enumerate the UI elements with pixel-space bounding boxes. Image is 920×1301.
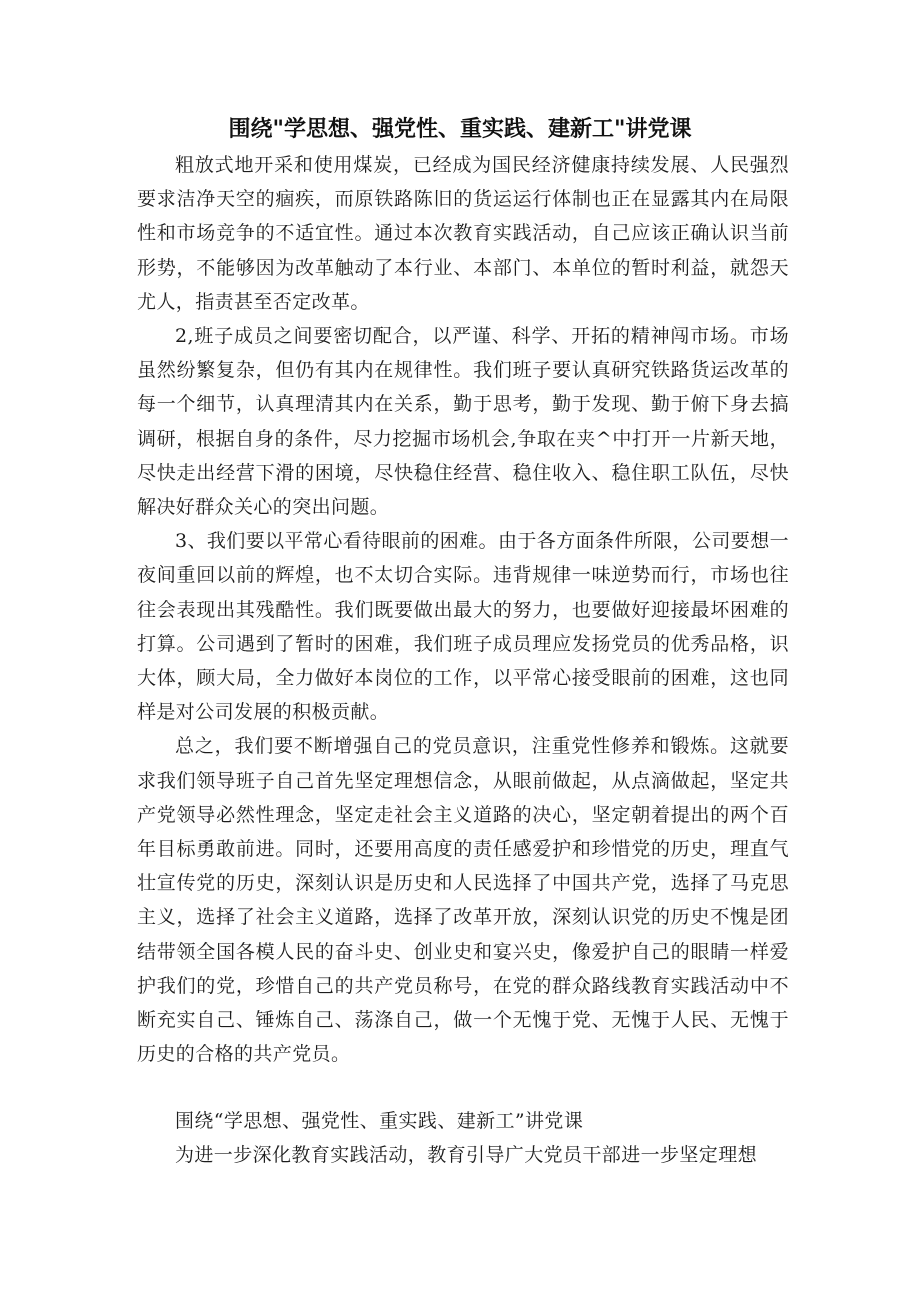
second-section-paragraph: 为进一步深化教育实践活动，教育引导广大党员干部进一步坚定理想 <box>175 1144 758 1166</box>
document-body <box>137 148 789 1071</box>
paragraph: 3、我们要以平常心看待眼前的困难。由于各方面条件所限，公司要想一夜间重回以前的辉煌，也不太切合实际。违背规律一味逆势而行，市场也往往会表现出其残酷性。我们既要做出最大的努力，也要做好迎接最坏困难的打算。公司遇到了暂时的困难，我们班子成员理应发扬党员的优秀品格，识大体，顾大局，全力做好本岗位的工作，以平常心接受眼前的困难，这也同样是对公司发展的积极贡献。 <box>137 530 789 724</box>
second-section-title: 围绕“学思想、强党性、重实践、建新工”讲党课 <box>175 1110 584 1132</box>
paragraph: 粗放式地开采和使用煤炭，已经成为国民经济健康持续发展、人民强烈要求洁净天空的痼疾，而原铁路陈旧的货运运行体制也正在显露其内在局限性和市场竞争的不适宜性。通过本次教育实践活动，自己应该正确认识当前形势，不能够因为改革触动了本行业、本部门、本单位的暂时利益，就怨天尤人，指责甚至否定改革。 <box>137 154 789 313</box>
paragraph: 2,班子成员之间要密切配合，以严谨、科学、开拓的精神闯市场。市场虽然纷繁复杂，但仍有其内在规律性。我们班子要认真研究铁路货运改革的每一个细节，认真理清其内在关系，勤于思考，勤于发现、勤于俯下身去搞调研，根据自身的条件，尽力挖掘市场机会,争取在夹^中打开一片新天地，尽快走出经营下滑的困境，尽快稳住经营、稳住收入、稳住职工队伍，尽快解决好群众关心的突出问题。 <box>137 325 789 519</box>
document-title: 围绕"学思想、强党性、重实践、建新工"讲党课 <box>228 117 692 142</box>
paragraph: 总之，我们要不断增强自己的党员意识，注重党性修养和锻炼。这就要求我们领导班子自己首先坚定理想信念，从眼前做起，从点滴做起，坚定共产党领导必然性理念，坚定走社会主义道路的决心，坚定朝着提出的两个百年目标勇敢前进。同时，还要用高度的责任感爱护和珍惜党的历史，理直气壮宣传党的历史，深刻认识是历史和人民选择了中国共产党，选择了马克思主义，选择了社会主义道路，选择了改革开放，深刻认识党的历史不愧是团结带领全国各模人民的奋斗史、创业史和宴兴史，像爱护自己的眼睛一样爱护我们的党，珍惜自己的共产党员称号，在党的群众路线教育实践活动中不断充实自己、锤炼自己、荡涤自己，做一个无愧于党、无愧于人民、无愧于历史的合格的共产党员。 <box>137 735 789 1066</box>
